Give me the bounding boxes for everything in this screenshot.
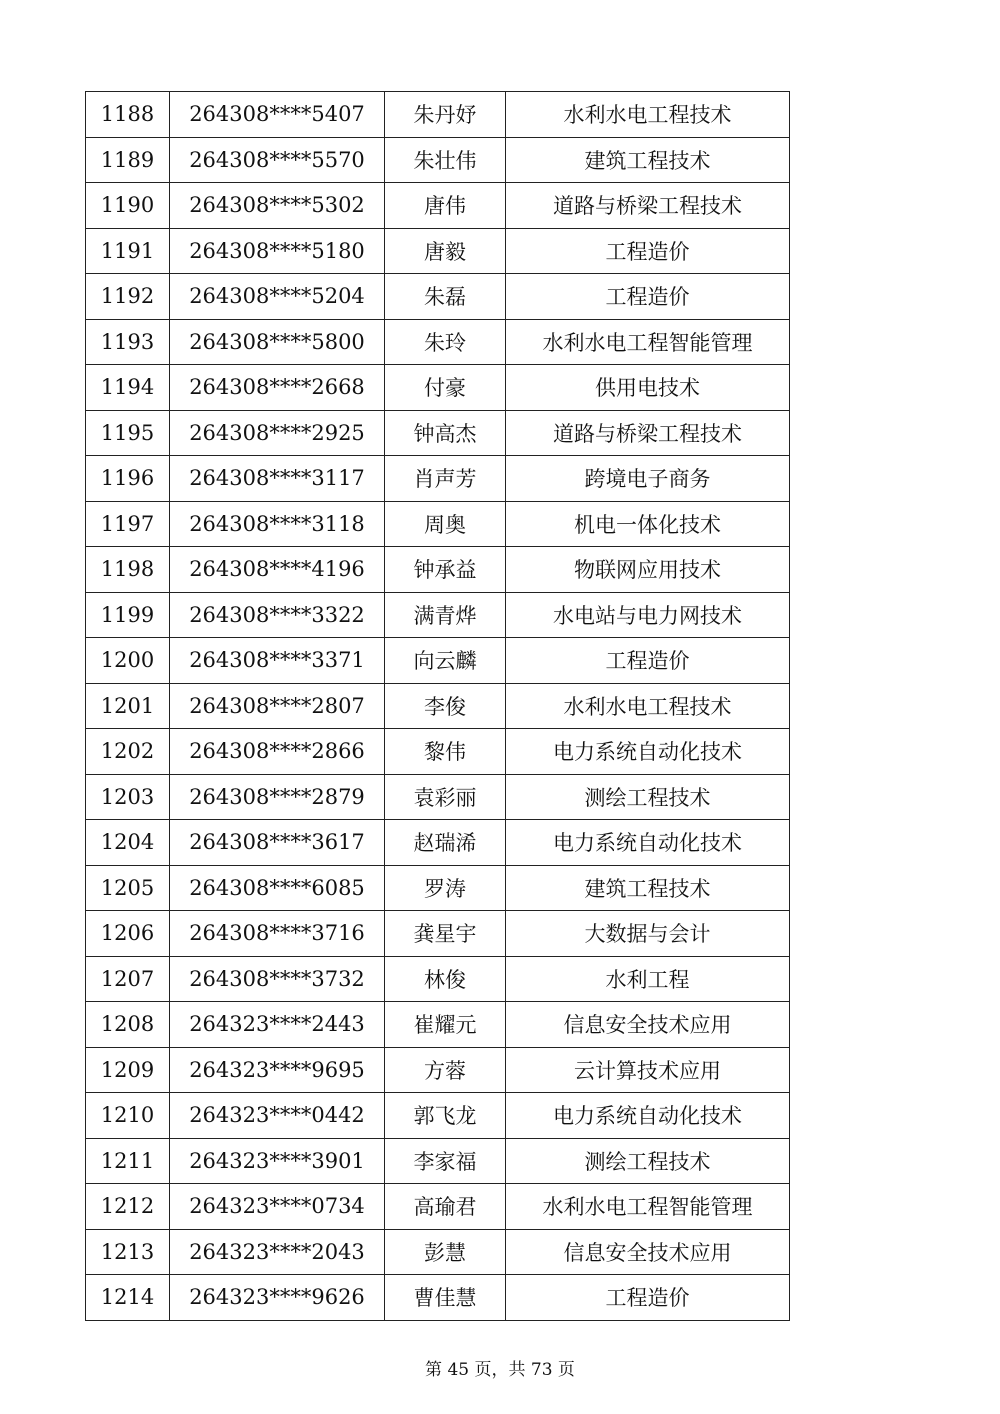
table-row [86, 1275, 790, 1321]
table-row [86, 774, 790, 820]
id-number-cell: 264308****3617 [170, 820, 385, 866]
table-row [86, 365, 790, 411]
id-number-cell: 264308****3371 [170, 638, 385, 684]
student-name-cell: 龚星宇 [385, 911, 506, 957]
table-row [86, 547, 790, 593]
table-row [86, 729, 790, 775]
table-row [86, 638, 790, 684]
major-cell: 水利水电工程技术 [506, 683, 790, 729]
id-number-cell: 264308****3732 [170, 956, 385, 1002]
id-number-cell: 264323****3901 [170, 1138, 385, 1184]
student-name-cell: 唐伟 [385, 183, 506, 229]
row-number-cell: 1199 [86, 592, 170, 638]
student-name-cell: 肖声芳 [385, 456, 506, 502]
table-row [86, 456, 790, 502]
major-cell: 水利水电工程智能管理 [506, 319, 790, 365]
student-name-cell: 袁彩丽 [385, 774, 506, 820]
student-name-cell: 钟承益 [385, 547, 506, 593]
id-number-cell: 264308****5407 [170, 92, 385, 138]
row-number-cell: 1209 [86, 1047, 170, 1093]
id-number-cell: 264308****5180 [170, 228, 385, 274]
id-number-cell: 264323****0734 [170, 1184, 385, 1230]
student-name-cell: 朱壮伟 [385, 137, 506, 183]
table-row [86, 820, 790, 866]
row-number-cell: 1194 [86, 365, 170, 411]
student-name-cell: 朱磊 [385, 274, 506, 320]
row-number-cell: 1190 [86, 183, 170, 229]
student-name-cell: 付豪 [385, 365, 506, 411]
row-number-cell: 1195 [86, 410, 170, 456]
student-name-cell: 郭飞龙 [385, 1093, 506, 1139]
student-name-cell: 周奥 [385, 501, 506, 547]
table-row [86, 1002, 790, 1048]
student-name-cell: 崔耀元 [385, 1002, 506, 1048]
id-number-cell: 264323****0442 [170, 1093, 385, 1139]
table-row [86, 92, 790, 138]
row-number-cell: 1206 [86, 911, 170, 957]
major-cell: 测绘工程技术 [506, 1138, 790, 1184]
major-cell: 水利工程 [506, 956, 790, 1002]
student-name-cell: 曹佳慧 [385, 1275, 506, 1321]
major-cell: 工程造价 [506, 638, 790, 684]
major-cell: 电力系统自动化技术 [506, 1093, 790, 1139]
major-cell: 信息安全技术应用 [506, 1002, 790, 1048]
table-row [86, 410, 790, 456]
row-number-cell: 1212 [86, 1184, 170, 1230]
id-number-cell: 264308****2866 [170, 729, 385, 775]
table-row [86, 183, 790, 229]
roster-body [86, 92, 790, 1321]
major-cell: 信息安全技术应用 [506, 1229, 790, 1275]
major-cell: 工程造价 [506, 1275, 790, 1321]
table-row [86, 228, 790, 274]
student-name-cell: 高瑜君 [385, 1184, 506, 1230]
row-number-cell: 1189 [86, 137, 170, 183]
table-row [86, 1184, 790, 1230]
id-number-cell: 264308****6085 [170, 865, 385, 911]
table-row [86, 1229, 790, 1275]
table-row [86, 274, 790, 320]
table-row [86, 501, 790, 547]
id-number-cell: 264308****5204 [170, 274, 385, 320]
table-row [86, 592, 790, 638]
major-cell: 测绘工程技术 [506, 774, 790, 820]
student-name-cell: 彭慧 [385, 1229, 506, 1275]
row-number-cell: 1214 [86, 1275, 170, 1321]
major-cell: 水利水电工程技术 [506, 92, 790, 138]
table-row [86, 683, 790, 729]
major-cell: 水利水电工程智能管理 [506, 1184, 790, 1230]
id-number-cell: 264308****3118 [170, 501, 385, 547]
student-name-cell: 黎伟 [385, 729, 506, 775]
student-name-cell: 唐毅 [385, 228, 506, 274]
id-number-cell: 264323****2043 [170, 1229, 385, 1275]
id-number-cell: 264308****5800 [170, 319, 385, 365]
table-row [86, 319, 790, 365]
row-number-cell: 1201 [86, 683, 170, 729]
table-row [86, 911, 790, 957]
student-name-cell: 方蓉 [385, 1047, 506, 1093]
table-row [86, 956, 790, 1002]
row-number-cell: 1193 [86, 319, 170, 365]
table-row [86, 1138, 790, 1184]
table-row [86, 865, 790, 911]
id-number-cell: 264308****2668 [170, 365, 385, 411]
student-name-cell: 赵瑞浠 [385, 820, 506, 866]
id-number-cell: 264323****9626 [170, 1275, 385, 1321]
row-number-cell: 1205 [86, 865, 170, 911]
id-number-cell: 264308****4196 [170, 547, 385, 593]
row-number-cell: 1196 [86, 456, 170, 502]
major-cell: 建筑工程技术 [506, 137, 790, 183]
table-row [86, 137, 790, 183]
row-number-cell: 1211 [86, 1138, 170, 1184]
major-cell: 建筑工程技术 [506, 865, 790, 911]
major-cell: 工程造价 [506, 274, 790, 320]
row-number-cell: 1191 [86, 228, 170, 274]
student-name-cell: 罗涛 [385, 865, 506, 911]
id-number-cell: 264308****3716 [170, 911, 385, 957]
major-cell: 物联网应用技术 [506, 547, 790, 593]
major-cell: 大数据与会计 [506, 911, 790, 957]
row-number-cell: 1198 [86, 547, 170, 593]
major-cell: 跨境电子商务 [506, 456, 790, 502]
student-name-cell: 满青烨 [385, 592, 506, 638]
row-number-cell: 1192 [86, 274, 170, 320]
id-number-cell: 264308****2807 [170, 683, 385, 729]
student-name-cell: 朱玲 [385, 319, 506, 365]
row-number-cell: 1213 [86, 1229, 170, 1275]
id-number-cell: 264308****3322 [170, 592, 385, 638]
major-cell: 云计算技术应用 [506, 1047, 790, 1093]
student-name-cell: 钟高杰 [385, 410, 506, 456]
student-name-cell: 向云麟 [385, 638, 506, 684]
major-cell: 机电一体化技术 [506, 501, 790, 547]
row-number-cell: 1208 [86, 1002, 170, 1048]
student-name-cell: 朱丹妤 [385, 92, 506, 138]
major-cell: 工程造价 [506, 228, 790, 274]
major-cell: 道路与桥梁工程技术 [506, 410, 790, 456]
table-row [86, 1047, 790, 1093]
page-footer: 第 45 页，共 73 页 [425, 1360, 575, 1380]
table-row [86, 1093, 790, 1139]
id-number-cell: 264308****2879 [170, 774, 385, 820]
row-number-cell: 1188 [86, 92, 170, 138]
major-cell: 供用电技术 [506, 365, 790, 411]
id-number-cell: 264308****5302 [170, 183, 385, 229]
roster-table [85, 91, 790, 1321]
id-number-cell: 264323****9695 [170, 1047, 385, 1093]
student-name-cell: 林俊 [385, 956, 506, 1002]
major-cell: 道路与桥梁工程技术 [506, 183, 790, 229]
student-name-cell: 李俊 [385, 683, 506, 729]
row-number-cell: 1197 [86, 501, 170, 547]
row-number-cell: 1204 [86, 820, 170, 866]
student-name-cell: 李家福 [385, 1138, 506, 1184]
row-number-cell: 1202 [86, 729, 170, 775]
major-cell: 电力系统自动化技术 [506, 729, 790, 775]
id-number-cell: 264308****3117 [170, 456, 385, 502]
major-cell: 水电站与电力网技术 [506, 592, 790, 638]
id-number-cell: 264323****2443 [170, 1002, 385, 1048]
row-number-cell: 1210 [86, 1093, 170, 1139]
row-number-cell: 1207 [86, 956, 170, 1002]
row-number-cell: 1203 [86, 774, 170, 820]
id-number-cell: 264308****2925 [170, 410, 385, 456]
id-number-cell: 264308****5570 [170, 137, 385, 183]
row-number-cell: 1200 [86, 638, 170, 684]
major-cell: 电力系统自动化技术 [506, 820, 790, 866]
